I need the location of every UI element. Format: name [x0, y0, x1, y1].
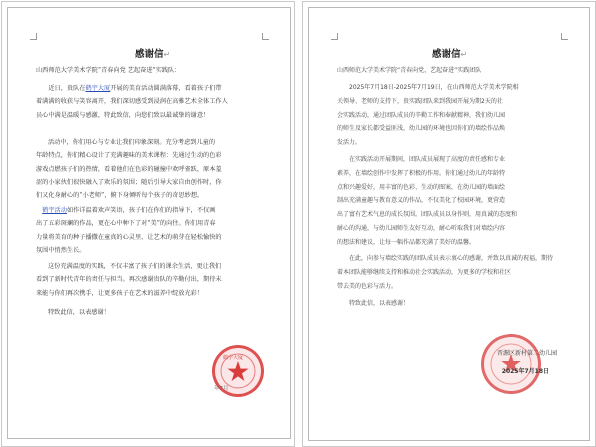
- letter-paragraph-2: 活动中，你们用心与专业让我们印象深刻。充分考虑到儿童的 年龄特点，你们精心设计了充满趣味的美术课程：先通过生动的色彩 游戏点燃孩子们的热情，看着他们在色彩的碰撞中欢呼雀跃，原本羞 涩的小家伙们很快融入了欢乐的氛围；随后引导大家自由创作时，你 们又化身耐心的“小老师”，俯下身倾听每个孩子的奇思妙想。: [36, 139, 222, 200]
- highlighted-link[interactable]: 鹤宇大厦: [85, 85, 111, 92]
- paragraph-line: 近日，贵队在鹤宇大厦开展的美育活动圆满落幕，看着孩子们带: [36, 85, 222, 92]
- letter-title: 感谢信↵: [135, 49, 171, 60]
- margin-corner-mark: [30, 33, 37, 40]
- margin-corner-mark: [331, 33, 338, 40]
- margin-corner-mark: [561, 33, 568, 40]
- signature-organization: 晋源区新村第二幼儿园: [496, 350, 557, 357]
- right-document-frame: [302, 1, 596, 447]
- letter-paragraph-3: 在此，向参与墙绘实践的团队成员表示衷心的感谢，并致以真诚的祝福，期待 着本团队能够继续支持和推动社会实践活动，为更多的学校和社区 带去美的色彩与活力。: [337, 255, 554, 290]
- left-document-page: [7, 7, 291, 439]
- letter-closing: 特致此信，以表感谢！: [48, 309, 110, 316]
- left-document-frame: [1, 1, 295, 447]
- letter-paragraph-1: 近日，贵队在鹤宇大厦开展的美育活动圆满落幕，看着孩子们带 着满满的收获与笑容离开，我们深切感受到浸润在高雅艺术全体工作人 员心中满是温暖与感激，特此致信，向您们致以最诚挚的谢意！: [36, 82, 268, 122]
- official-seal-stamp: [481, 334, 541, 394]
- letter-closing: 特致此信，以表感谢！: [349, 300, 410, 307]
- stamp-text: 鹤宇大厦: [223, 355, 244, 361]
- letter-paragraph-3: 鹤宇活动如作详温着欢声笑语，孩子们在你们的指导下，不仅画 出了五彩斑斓的作品，更在心中种下了对“美”的向往。你们用青春 力量将美育的种子播撒在童真的心灵里，让艺术的萌芽在轻松愉快的 氛围中悄然生长。: [36, 204, 268, 257]
- margin-corner-mark: [262, 33, 269, 40]
- highlighted-link[interactable]: 鹤宇活动: [42, 207, 67, 214]
- letter-date: 2025年7月18日: [501, 368, 549, 375]
- letter-address: 山西师范大学美术学院“青春向党，艺起奋进”实践团队: [337, 67, 482, 74]
- letter-address: 山西师范大学美术学院“青春向党 艺起奋进”实践队：: [36, 67, 181, 74]
- star-icon: [484, 337, 538, 391]
- letter-paragraph-2: 在实践活动开展期间，团队成员展现了高度的责任感和专业 素养，在墙绘创作中发挥了积极的作用。你们通过幼儿的年龄特 点和兴趣爱好，用丰富的色彩、生动的图案，在幼儿园的墙面绘 制出充满童趣与教育意义的作品，不仅美化了校园环境，更营造 出了富有艺术气息的成长氛围。团队成员以身作则，用真诚的态度和 耐心的沟通，与幼儿园师生友好互动，耐心听取我们对墙绘内容 的想法和建议，让每一幅作品都充满了美好的温馨。: [337, 156, 518, 246]
- paragraph-line: 鹤宇活动如作详温着欢声笑语，孩子们在你们的指导下，不仅画: [42, 207, 216, 214]
- letter-paragraph-4: 这份充满温度的实践，不仅丰富了孩子们的课余生活，更让我们 看到了新时代青年的责任与担当。再次感谢贵队的辛勤付出，期待未 来能与你们再次携手，让更多孩子在艺术的滋养中绽放光彩！: [36, 263, 222, 297]
- letter-date: 年7月: [214, 386, 229, 392]
- right-document-page: [308, 7, 590, 441]
- letter-paragraph-1: 2025年7月18日-2025年7月19日，在山西师范大学美术学院相 关领导、老师的支持下，贵实践团队来到我园开展为期2天的社 会实践活动，通过团队成员的辛勤工作和奉献精神，我们幼儿园 的师生及家长都受益匪浅，幼儿园的环境也因你们的墙绘作品焕 发活力。: [337, 84, 519, 147]
- letter-title: 感谢信↵: [432, 49, 468, 60]
